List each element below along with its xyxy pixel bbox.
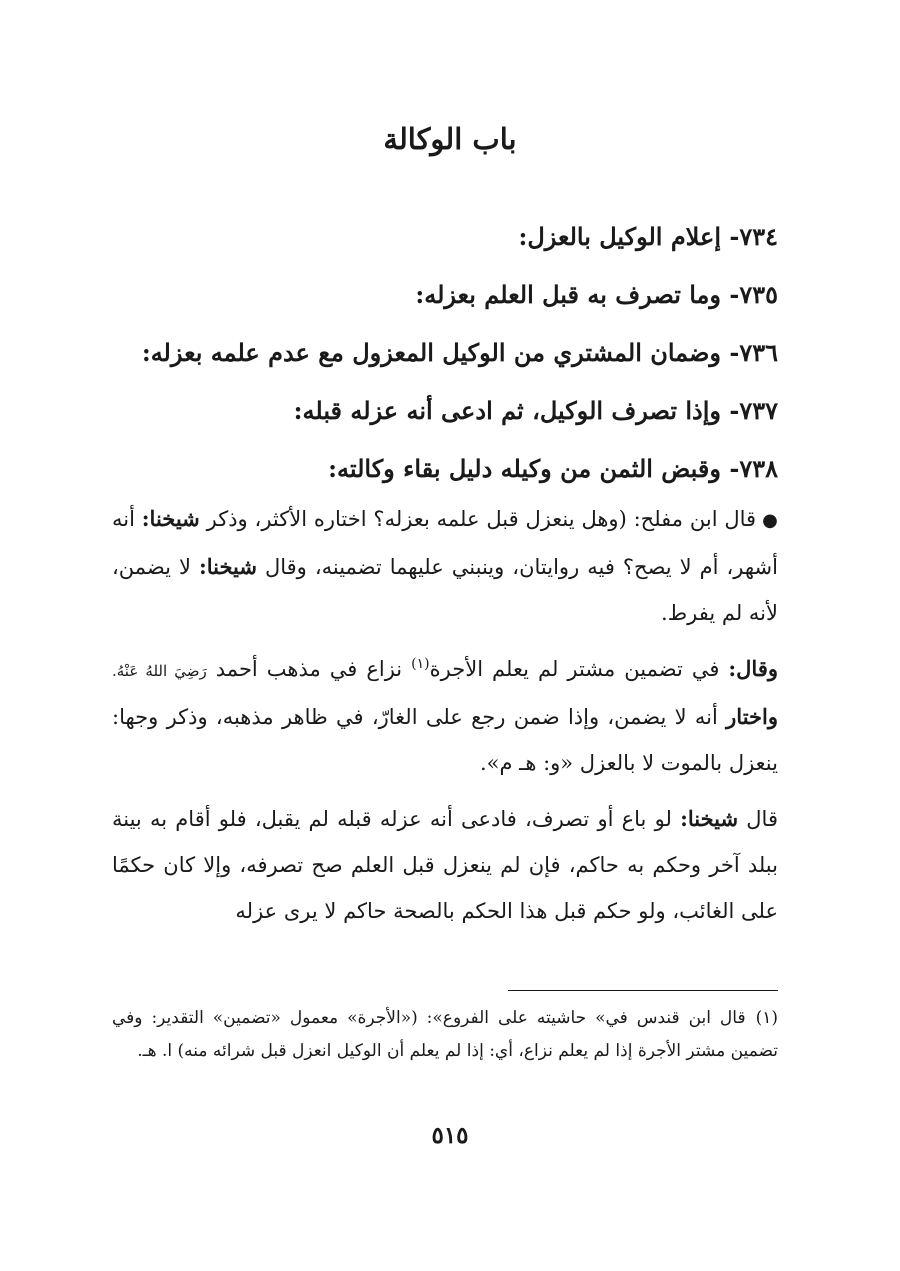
chapter-title: باب الوكالة (383, 122, 517, 156)
paragraph-text: نزاع في مذهب أحمد (215, 657, 403, 681)
heading-text: إعلام الوكيل بالعزل: (518, 222, 721, 251)
footnote-reference[interactable]: (١) (411, 656, 430, 672)
heading-number: ٧٣٤ (739, 222, 778, 251)
section-headings (122, 208, 778, 498)
bullet-icon: ● (762, 510, 778, 531)
paragraph-ibn-muflih (112, 496, 778, 636)
heading-737: ٧٣٧- وإذا تصرف الوكيل، ثم ادعى أنه عزله قبله: (293, 396, 778, 425)
paragraph-text: في تضمين مشتر لم يعلم الأجرة (429, 657, 720, 681)
heading-number: ٧٣٦ (739, 338, 778, 367)
heading-736: ٧٣٦- وضمان المشتري من الوكيل المعزول مع عدم علمه بعزله: (141, 338, 778, 367)
bold-label: وقال: (728, 656, 778, 681)
bold-name: شيخنا: (141, 506, 200, 531)
heading-text: وما تصرف به قبل العلم بعزله: (415, 280, 721, 309)
page-number: ٥١٥ (431, 1122, 469, 1149)
heading-text: وقبض الثمن من وكيله دليل بقاء وكالته: (328, 454, 721, 483)
heading-number: ٧٣٨ (739, 454, 778, 483)
heading-text: وضمان المشتري من الوكيل المعزول مع عدم علمه بعزله: (141, 338, 721, 367)
footnote-marker: (١) (755, 1008, 778, 1028)
paragraph-text: قال ابن مفلح: (وهل ينعزل قبل علمه بعزله؟ اختاره الأكثر، وذكر (206, 507, 757, 531)
bold-name: شيخنا: (680, 806, 739, 831)
paragraph-text: لا يضمن، لأنه لم يفرط. (112, 555, 778, 625)
heading-text: وإذا تصرف الوكيل، ثم ادعى أنه عزله قبله: (293, 396, 721, 425)
heading-number: ٧٣٥ (739, 280, 778, 309)
bold-name: شيخنا: (198, 554, 257, 579)
honorific-glyph: رَضِيَ اللهُ عَنْهُ. (112, 662, 207, 680)
paragraph-shaykhuna (112, 796, 778, 934)
footnote-text: قال ابن قندس في» حاشيته على الفروع»: («الأجرة» معمول «تضمين» التقدير: وفي تضمين مشتر الأجرة إذا لم يعلم نزاع، أي: إذا لم يعلم أن الوكيل انعزل قبل شرائه منه) ا. هـ. (112, 1008, 778, 1061)
heading-735: ٧٣٥- وما تصرف به قبل العلم بعزله: (415, 280, 778, 309)
bold-label: واختار (726, 704, 778, 729)
paragraph-wa-qal (112, 646, 778, 786)
paragraph-text: لو باع أو تصرف، فادعى أنه عزله قبله لم يقبل، فلو أقام به بينة ببلد آخر وحكم به حاكم، فإن لم ينعزل قبل العلم صح تصرفه، وإلا كان حكمًا على الغائب، ولو حكم قبل هذا الحكم بالصحة حاكم لا يرى عزله (112, 807, 778, 923)
heading-number: ٧٣٧ (739, 396, 778, 425)
heading-734: ٧٣٤- إعلام الوكيل بالعزل: (518, 222, 778, 251)
footnote-divider (508, 990, 778, 991)
paragraph-text: قال (746, 807, 778, 831)
paragraph-text: أنه لا يضمن، وإذا ضمن رجع على الغارّ، في ظاهر مذهبه، وذكر وجها: ينعزل بالموت لا بالعزل «و: هـ م». (112, 705, 778, 775)
paragraph-text: أنه أشهر، أم لا يصح؟ فيه روايتان، وينبني عليهما تضمينه، وقال (112, 507, 778, 579)
heading-738: ٧٣٨- وقبض الثمن من وكيله دليل بقاء وكالته: (328, 454, 778, 483)
footnote (112, 1002, 778, 1068)
